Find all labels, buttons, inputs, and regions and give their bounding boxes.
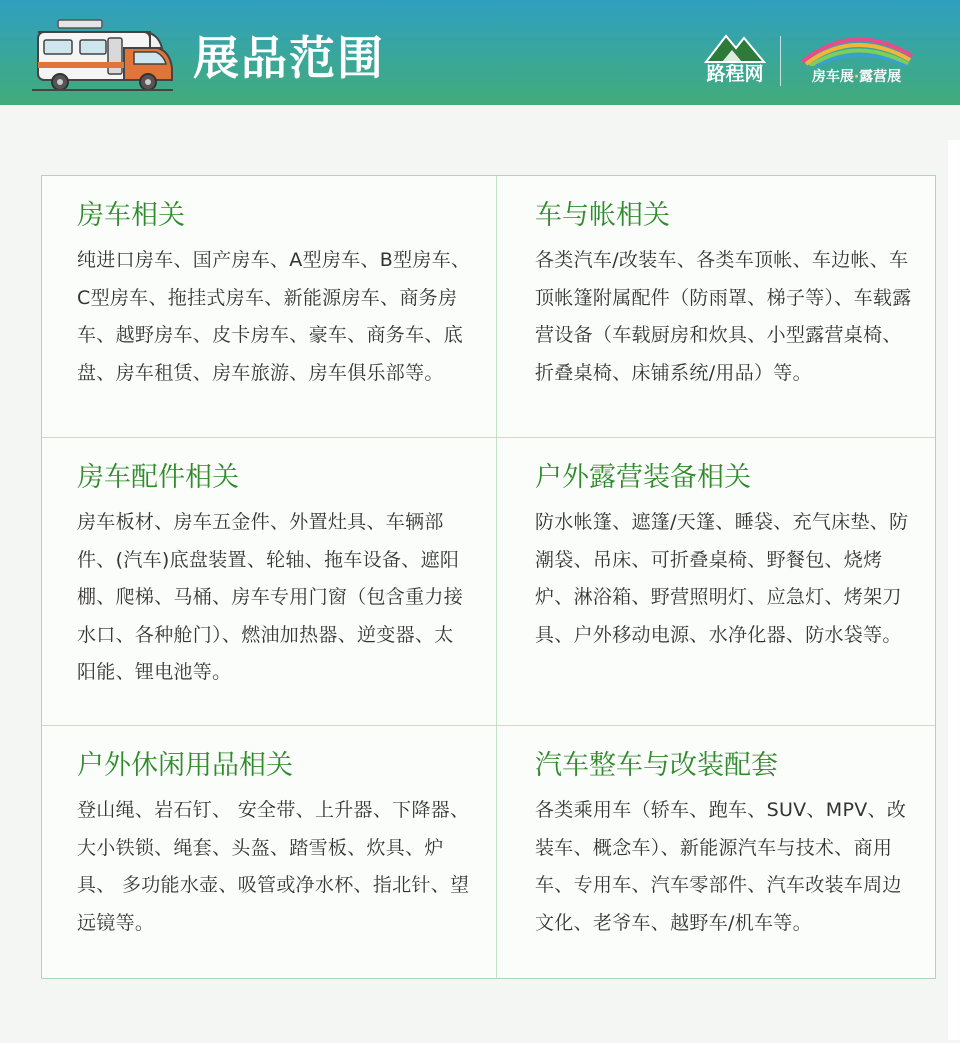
exhibit-category-grid	[41, 175, 936, 979]
page-title: 展品范围	[193, 31, 385, 85]
brand-logo-left-text: 路程网	[706, 63, 764, 85]
category-title: 户外休闲用品相关	[77, 750, 293, 781]
category-description: 各类乘用车（轿车、跑车、SUV、MPV、改装车、概念车）、新能源汽车与技术、商用车、专用车、汽车零部件、汽车改装车周边文化、老爷车、越野车/机车等。	[535, 799, 907, 934]
category-cell-vehicles-modification	[497, 726, 935, 978]
brand-logo-right-text	[794, 68, 919, 86]
header-banner	[0, 0, 960, 105]
page-edge	[948, 140, 960, 1040]
rainbow-arc-icon	[794, 26, 919, 66]
category-description: 防水帐篷、遮篷/天篷、睡袋、充气床垫、防潮袋、吊床、可折叠桌椅、野餐包、烧烤炉、淋浴箱、野营照明灯、应急灯、烤架刀具、户外移动电源、水净化器、防水袋等。	[535, 511, 909, 646]
category-cell-camping-gear	[497, 438, 935, 726]
logo-divider	[780, 36, 781, 86]
category-description: 登山绳、岩石钉、 安全带、上升器、下降器、大小铁锁、绳套、头盔、踏雪板、炊具、炉具、 多功能水壶、吸管或净水杯、指北针、望远镜等。	[77, 799, 470, 934]
category-title: 汽车整车与改装配套	[535, 750, 778, 781]
category-description: 房车板材、房车五金件、外置灶具、车辆部件、(汽车)底盘装置、轮轴、拖车设备、遮阳棚、爬梯、马桶、房车专用门窗（包含重力接水口、各种舱门）、燃油加热器、逆变器、太阳能、锂电池等。	[77, 511, 464, 683]
category-title: 房车配件相关	[77, 462, 239, 493]
logo-text-camping-show: 露营展	[859, 69, 902, 85]
brand-logo-right	[794, 26, 919, 90]
mountain-logo-icon	[700, 28, 770, 64]
rv-illustration	[30, 18, 175, 93]
brand-logo-left	[700, 28, 770, 88]
category-title: 房车相关	[77, 200, 185, 231]
logo-text-separator: ·	[853, 69, 860, 85]
logo-text-rv-show: 房车展	[811, 69, 854, 85]
category-cell-outdoor-leisure	[42, 726, 497, 978]
category-description: 各类汽车/改装车、各类车顶帐、车边帐、车顶帐篷附属配件（防雨罩、梯子等）、车载露营设备（车载厨房和炊具、小型露营桌椅、折叠桌椅、床铺系统/用品）等。	[535, 249, 912, 384]
category-title: 车与帐相关	[535, 200, 670, 231]
category-cell-rv	[42, 176, 497, 438]
category-description: 纯进口房车、国产房车、A型房车、B型房车、C型房车、拖挂式房车、新能源房车、商务房车、越野房车、皮卡房车、豪车、商务车、底盘、房车租赁、房车旅游、房车俱乐部等。	[77, 249, 471, 384]
category-cell-rv-parts	[42, 438, 497, 726]
category-cell-car-tent	[497, 176, 935, 438]
category-title: 户外露营装备相关	[535, 462, 751, 493]
